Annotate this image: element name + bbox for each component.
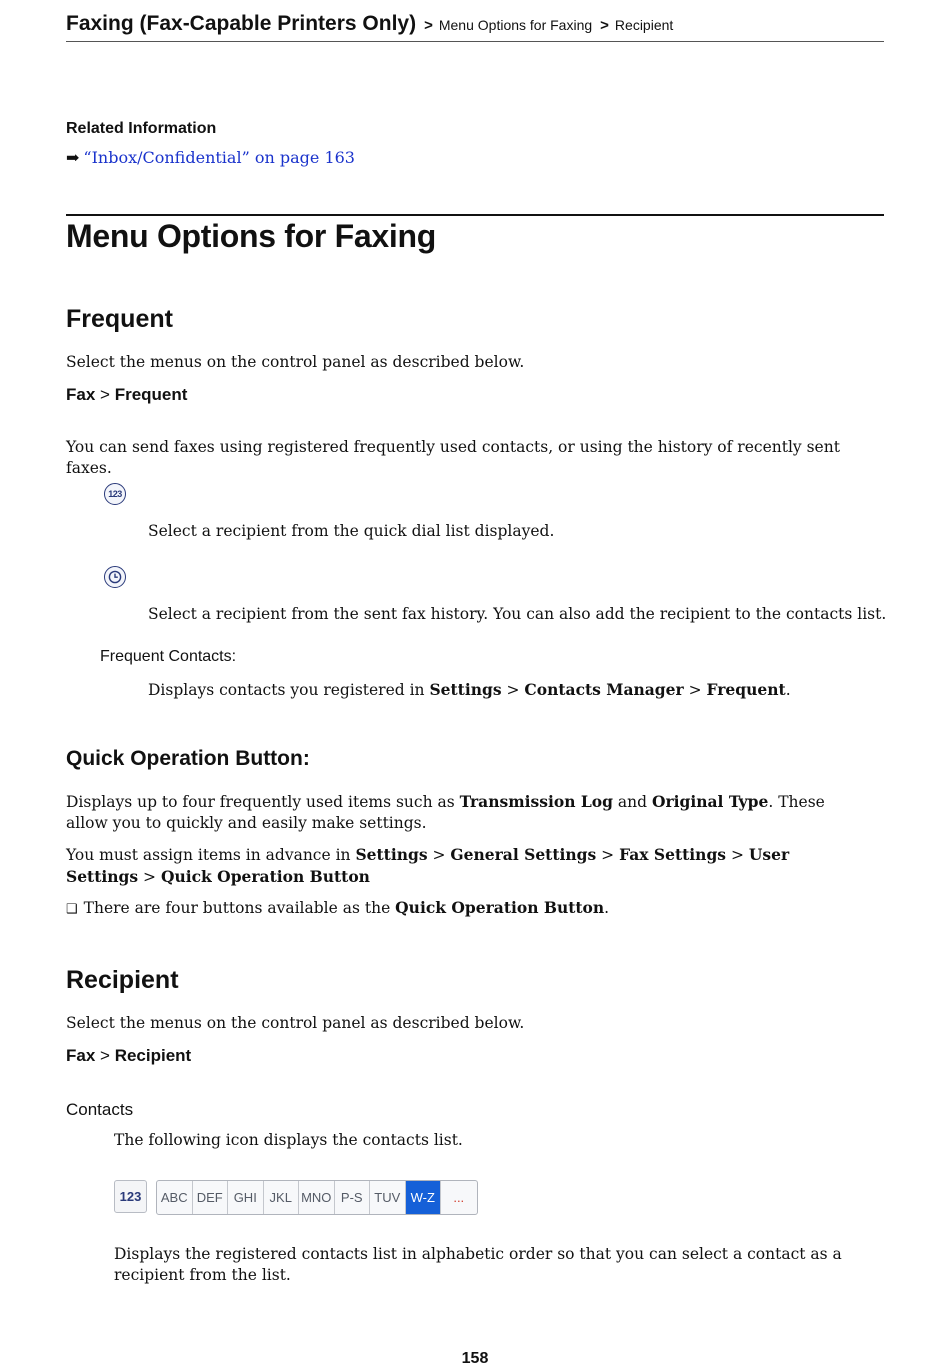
history-description: Select a recipient from the sent fax history. You can also add the recipient to the contacts list.: [148, 605, 887, 623]
quick-dial-icon: [104, 483, 126, 505]
section-rule: [66, 214, 884, 216]
quick-dial-description: Select a recipient from the quick dial list displayed.: [148, 522, 555, 540]
text: >: [138, 868, 161, 886]
running-header: [66, 12, 884, 42]
quick-dial-icon-text: 123: [108, 489, 122, 499]
breadcrumb-item: Menu Options for Faxing: [438, 17, 593, 33]
menu-settings: Settings: [355, 845, 428, 864]
text: . These allow you to quickly and easily make settings.: [66, 793, 825, 832]
menu-contacts-manager: Contacts Manager: [524, 680, 684, 699]
menu-general-settings: General Settings: [450, 845, 597, 864]
tab-jkl[interactable]: JKL: [264, 1181, 300, 1214]
related-link[interactable]: “Inbox/Confidential” on page 163: [83, 148, 355, 167]
tab-ghi[interactable]: GHI: [228, 1181, 264, 1214]
quick-operation-paragraph-2: [66, 844, 856, 888]
text: >: [596, 846, 620, 864]
recipient-heading: Recipient: [66, 966, 179, 994]
chapter-title: Faxing (Fax-Capable Printers Only): [66, 12, 417, 35]
term-transmission-log: Transmission Log: [459, 792, 613, 811]
checkbox-bullet-icon: ❑: [66, 902, 78, 917]
path-recipient: Recipient: [114, 1046, 192, 1065]
breadcrumb-separator: >: [424, 17, 433, 34]
quick-operation-heading: Quick Operation Button:: [66, 747, 310, 770]
tab-def[interactable]: DEF: [193, 1181, 229, 1214]
text: and: [612, 793, 652, 811]
path-frequent: Frequent: [114, 385, 188, 404]
tab-w-z[interactable]: W-Z: [406, 1181, 442, 1214]
path-fax: Fax: [66, 385, 96, 404]
term-quick-operation-button: Quick Operation Button: [395, 898, 605, 917]
menu-frequent: Frequent: [706, 680, 786, 699]
tab-abc[interactable]: ABC: [157, 1181, 193, 1214]
tab-p-s[interactable]: P-S: [335, 1181, 371, 1214]
recipient-intro: Select the menus on the control panel as described below.: [66, 1014, 525, 1032]
text: >: [726, 846, 749, 864]
text: .: [785, 681, 791, 699]
text: >: [683, 681, 707, 699]
text: There are four buttons available as the: [83, 899, 396, 917]
related-information-title: Related Information: [66, 120, 217, 137]
clock-history-icon: [104, 566, 126, 588]
quick-operation-bullet: [66, 897, 609, 920]
text: >: [427, 846, 451, 864]
main-heading: Menu Options for Faxing: [66, 218, 436, 254]
arrow-right-icon: ➡: [66, 148, 80, 167]
text: Displays up to four frequently used items such as: [66, 793, 460, 811]
frequent-description: You can send faxes using registered frequently used contacts, or using the history of recently sent faxes.: [66, 438, 840, 477]
frequent-contacts-label: Frequent Contacts:: [100, 648, 237, 665]
alphabet-tab-bar: [156, 1180, 478, 1215]
text: .: [604, 899, 610, 917]
text: You must assign items in advance in: [66, 846, 356, 864]
path-separator: >: [100, 385, 110, 404]
breadcrumb-item: Recipient: [614, 17, 674, 33]
related-link-row: [66, 148, 355, 167]
numeric-contacts-button[interactable]: 123: [114, 1180, 147, 1213]
recipient-menu-path: [66, 1046, 191, 1066]
contacts-icon-description: The following icon displays the contacts list.: [114, 1131, 463, 1149]
text: >: [501, 681, 525, 699]
menu-settings: Settings: [429, 680, 502, 699]
tab-more[interactable]: ...: [453, 1190, 465, 1205]
tab-mno[interactable]: MNO: [299, 1181, 335, 1214]
frequent-menu-path: [66, 385, 187, 405]
frequent-contacts-description: [148, 679, 791, 701]
contacts-label: Contacts: [66, 1100, 134, 1119]
quick-operation-paragraph-1: [66, 791, 856, 834]
text: Displays contacts you registered in: [148, 681, 430, 699]
menu-fax-settings: Fax Settings: [619, 845, 727, 864]
tab-tuv[interactable]: TUV: [370, 1181, 406, 1214]
path-separator: >: [100, 1046, 110, 1065]
menu-quick-operation-button: Quick Operation Button: [160, 867, 370, 886]
breadcrumb-separator: >: [600, 17, 609, 34]
page-number: 158: [461, 1350, 489, 1367]
menu-user-settings: User Settings: [66, 845, 790, 886]
contacts-list-description: Displays the registered contacts list in alphabetic order so that you can select a contact as a recipient from the list.: [114, 1245, 842, 1284]
term-original-type: Original Type: [651, 792, 769, 811]
frequent-intro: Select the menus on the control panel as described below.: [66, 353, 525, 371]
path-fax: Fax: [66, 1046, 96, 1065]
frequent-heading: Frequent: [66, 305, 173, 333]
